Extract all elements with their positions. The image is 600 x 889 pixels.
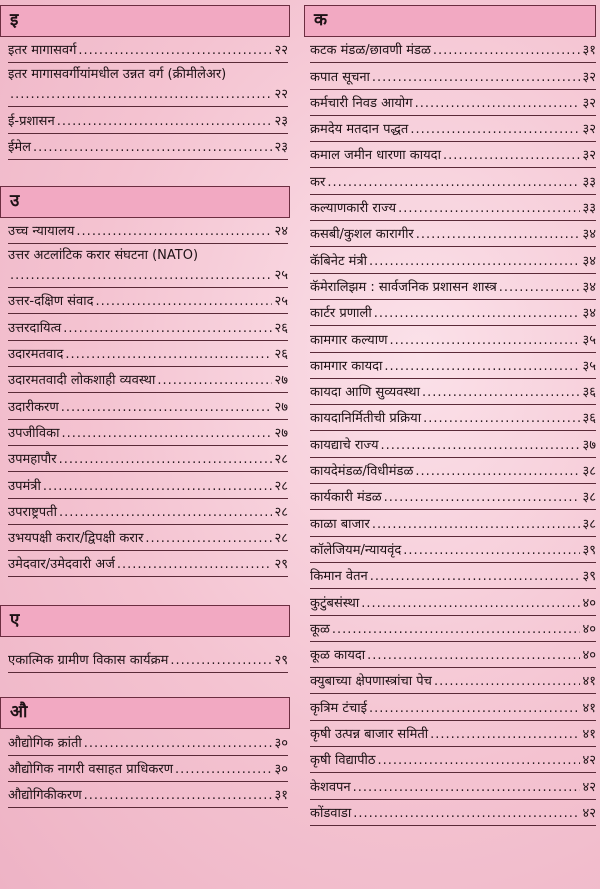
index-entry[interactable] [310, 37, 596, 63]
entry-term: काळा बाजार [310, 516, 370, 532]
entry-term: क्युबाच्या क्षेपणास्त्रांचा पेच [310, 674, 432, 690]
index-entry[interactable] [8, 525, 288, 551]
entry-page: ४१ [582, 674, 596, 690]
leader-dots [434, 674, 581, 690]
entry-term: कसबी/कुशल कारागीर [310, 227, 414, 243]
leader-dots [175, 762, 272, 778]
index-entry[interactable] [310, 800, 596, 826]
leader-dots [61, 400, 273, 416]
entry-page: ३१ [274, 788, 288, 804]
index-entry[interactable] [310, 353, 596, 379]
entry-term: कपात सूचना [310, 69, 370, 85]
entry-term: कुटुंबसंस्था [310, 595, 360, 611]
entry-page: २६ [274, 347, 288, 363]
leader-dots [332, 622, 581, 638]
section-letter: उ [10, 190, 20, 211]
entry-term: कोंडवाडा [310, 805, 352, 821]
entry-page: २८ [274, 531, 288, 547]
leader-dots [384, 359, 580, 375]
entry-term: कायदेमंडळ/विधीमंडळ [310, 464, 414, 480]
leader-dots [398, 201, 580, 217]
index-entry[interactable] [310, 537, 596, 563]
index-entry[interactable] [310, 694, 596, 720]
section-entries-u [0, 218, 292, 578]
index-entry[interactable] [8, 107, 288, 133]
index-entry[interactable] [8, 63, 288, 107]
leader-dots [63, 321, 272, 337]
leader-dots [59, 505, 273, 521]
leader-dots [377, 753, 580, 769]
leader-dots [353, 780, 581, 796]
entry-term: कार्यकारी मंडळ [310, 490, 382, 506]
entry-term: उदारमतवाद [8, 347, 64, 363]
entry-page: २५ [274, 268, 288, 284]
index-entry[interactable] [8, 499, 288, 525]
leader-dots [59, 452, 273, 468]
leader-dots [403, 543, 580, 559]
index-entry[interactable] [8, 756, 288, 782]
leader-dots [370, 569, 581, 585]
entry-page: ३८ [582, 464, 596, 480]
entry-term: कटक मंडळ/छावणी मंडळ [310, 43, 431, 59]
entry-term: कामगार कायदा [310, 358, 383, 374]
index-entry[interactable] [8, 729, 288, 755]
entry-term: केशवपन [310, 779, 351, 795]
leader-dots [76, 224, 272, 240]
index-entry[interactable] [8, 472, 288, 498]
index-entry[interactable] [8, 134, 288, 160]
entry-term: कृत्रिम टंचाई [310, 700, 367, 716]
index-entry[interactable] [8, 341, 288, 367]
index-entry[interactable] [310, 484, 596, 510]
section-entries-ka [304, 37, 600, 826]
section-header-e [0, 605, 290, 637]
entry-term: उत्तरदायित्व [8, 320, 62, 336]
index-entry[interactable] [310, 195, 596, 221]
index-entry[interactable] [310, 405, 596, 431]
leader-dots [374, 306, 581, 322]
leader-dots [499, 280, 581, 296]
section-header-u [0, 186, 290, 218]
leader-dots [443, 148, 581, 164]
entry-term: उपमंत्री [8, 478, 41, 494]
entry-page: २९ [274, 557, 288, 573]
index-entry[interactable] [310, 510, 596, 536]
leader-dots [327, 175, 580, 191]
entry-page: ३५ [582, 332, 596, 348]
entry-page: ३४ [582, 279, 596, 295]
entry-term: क्रमदेय मतदान पद्धत [310, 122, 409, 138]
index-entry[interactable] [310, 326, 596, 352]
leader-dots [84, 788, 273, 804]
index-entry[interactable] [310, 747, 596, 773]
entry-term: उदारीकरण [8, 399, 59, 415]
entry-page: २६ [274, 320, 288, 336]
leader-dots [84, 736, 273, 752]
entry-page: ३२ [582, 95, 596, 111]
index-entry[interactable] [310, 721, 596, 747]
index-entry[interactable] [8, 37, 288, 63]
entry-term: औद्योगिकीकरण [8, 788, 82, 804]
index-entry[interactable] [310, 668, 596, 694]
leader-dots [369, 254, 580, 270]
leader-dots [422, 385, 581, 401]
index-entry[interactable] [310, 221, 596, 247]
entry-page: ३७ [582, 437, 596, 453]
leader-dots [10, 268, 272, 284]
entry-term: औद्योगिक क्रांती [8, 735, 82, 751]
entry-page: २८ [274, 478, 288, 494]
entry-term: कल्याणकारी राज्य [310, 201, 397, 217]
entry-page: ३२ [582, 122, 596, 138]
entry-page: ४१ [582, 727, 596, 743]
leader-dots [384, 490, 581, 506]
entry-page: ३४ [582, 306, 596, 322]
entry-page: ३३ [582, 201, 596, 217]
index-entry[interactable] [310, 431, 596, 457]
leader-dots [390, 333, 581, 349]
entry-term: इतर मागासवर्गीयांमधील उन्नत वर्ग (क्रीमीलेअर) [8, 67, 227, 83]
leader-dots [369, 701, 580, 717]
entry-page: ३४ [582, 227, 596, 243]
index-entry[interactable] [310, 247, 596, 273]
entry-page: ३३ [582, 174, 596, 190]
leader-dots [372, 517, 581, 533]
entry-page: २९ [274, 653, 288, 669]
entry-term: कमाल जमीन धारणा कायदा [310, 148, 441, 164]
entry-page: २८ [274, 504, 288, 520]
entry-term: कृषी उत्पन्न बाजार समिती [310, 727, 429, 743]
entry-term: कर्मचारी निवड आयोग [310, 95, 413, 111]
leader-dots [33, 140, 272, 156]
left-column [0, 0, 292, 808]
index-entry[interactable] [310, 90, 596, 116]
entry-page: ४० [582, 595, 596, 611]
section-letter: ए [10, 610, 20, 631]
index-entry[interactable] [310, 379, 596, 405]
index-entry[interactable] [8, 782, 288, 808]
entry-term: कायदानिर्मितीची प्रक्रिया [310, 411, 422, 427]
entry-page: २८ [274, 452, 288, 468]
leader-dots [433, 43, 581, 59]
entry-page: ३९ [582, 569, 596, 585]
entry-page: ४२ [582, 805, 596, 821]
index-entry[interactable] [8, 637, 288, 673]
section-letter: इ [10, 10, 19, 30]
leader-dots [415, 96, 581, 112]
entry-term: उदारमतवादी लोकशाही व्यवस्था [8, 373, 156, 389]
entry-page: २७ [274, 399, 288, 415]
entry-term: किमान वेतन [310, 569, 368, 585]
leader-dots [78, 43, 272, 59]
leader-dots [57, 114, 273, 130]
entry-page: ३२ [582, 148, 596, 164]
entry-page: ४० [582, 621, 596, 637]
entry-term: एकात्मिक ग्रामीण विकास कार्यक्रम [8, 653, 169, 669]
entry-page: ३८ [582, 490, 596, 506]
right-column [304, 0, 600, 826]
entry-page: ४२ [582, 779, 596, 795]
entry-term: उपराष्ट्रपती [8, 504, 57, 520]
entry-page: ३२ [582, 69, 596, 85]
leader-dots [65, 347, 272, 363]
entry-page: २३ [274, 139, 288, 155]
entry-page: २२ [274, 87, 288, 103]
entry-term: कूळ कायदा [310, 648, 366, 664]
index-entry[interactable] [8, 367, 288, 393]
entry-page: ३६ [582, 385, 596, 401]
entry-term: कूळ [310, 621, 330, 637]
leader-dots [381, 438, 581, 454]
entry-page: ४२ [582, 753, 596, 769]
index-entry[interactable] [8, 551, 288, 577]
leader-dots [10, 87, 272, 103]
leader-dots [415, 464, 580, 480]
section-header-i [0, 5, 290, 37]
index-entry[interactable] [8, 244, 288, 288]
entry-page: ३८ [582, 516, 596, 532]
leader-dots [367, 648, 580, 664]
leader-dots [410, 122, 580, 138]
entry-term: उच्च न्यायालय [8, 224, 75, 240]
index-entry[interactable] [310, 168, 596, 194]
index-entry[interactable] [310, 773, 596, 799]
entry-term: कार्टर प्रणाली [310, 306, 372, 322]
leader-dots [61, 426, 272, 442]
index-entry[interactable] [310, 642, 596, 668]
entry-page: २७ [274, 425, 288, 441]
entry-page: २७ [274, 373, 288, 389]
leader-dots [361, 596, 580, 612]
entry-term: कॅबिनेट मंत्री [310, 253, 367, 269]
leader-dots [423, 411, 580, 427]
entry-term: उत्तर-दक्षिण संवाद [8, 294, 94, 310]
section-header-au [0, 697, 290, 729]
entry-page: ३५ [582, 358, 596, 374]
entry-term: कर [310, 174, 326, 190]
entry-term: कॉलेजियम/न्यायवृंद [310, 542, 402, 558]
index-entry[interactable] [8, 288, 288, 314]
entry-page: ३० [274, 735, 288, 751]
leader-dots [372, 70, 581, 86]
entry-term: ई-प्रशासन [8, 113, 55, 129]
entry-term: इतर मागासवर्ग [8, 43, 77, 59]
index-entry[interactable] [310, 458, 596, 484]
index-entry[interactable] [8, 314, 288, 340]
leader-dots [117, 557, 273, 573]
entry-page: ३४ [582, 253, 596, 269]
entry-term: औद्योगिक नागरी वसाहत प्राधिकरण [8, 762, 174, 778]
entry-term: उभयपक्षी करार/द्विपक्षी करार [8, 531, 144, 547]
leader-dots [145, 531, 272, 547]
entry-term: कायदा आणि सुव्यवस्था [310, 385, 420, 401]
leader-dots [43, 479, 273, 495]
section-letter: क [314, 10, 328, 30]
leader-dots [416, 227, 581, 243]
entry-page: ३९ [582, 542, 596, 558]
index-entry[interactable] [310, 63, 596, 89]
section-header-ka [304, 5, 596, 37]
leader-dots [430, 727, 580, 743]
section-entries-au [0, 729, 292, 808]
leader-dots [170, 653, 272, 669]
entry-term: कायद्याचे राज्य [310, 437, 379, 453]
index-entry[interactable] [310, 616, 596, 642]
entry-term: कृषी विद्यापीठ [310, 753, 376, 769]
section-letter: औ [10, 702, 28, 723]
entry-page: २५ [274, 294, 288, 310]
section-entries-e [0, 637, 292, 673]
entry-page: ४१ [582, 700, 596, 716]
entry-term: उत्तर अटलांटिक करार संघटना (NATO) [8, 248, 199, 264]
index-entry[interactable] [310, 300, 596, 326]
leader-dots [96, 294, 273, 310]
entry-page: ३६ [582, 411, 596, 427]
entry-term: ईमेल [8, 139, 31, 155]
index-entry[interactable] [8, 218, 288, 244]
entry-term: उपजीविका [8, 425, 60, 441]
entry-term: कॅमेरालिझम : सार्वजनिक प्रशासन शास्त्र [310, 279, 497, 295]
leader-dots [353, 806, 580, 822]
index-entry[interactable] [310, 142, 596, 168]
index-entry[interactable] [8, 420, 288, 446]
entry-page: ३१ [582, 43, 596, 59]
entry-term: उपमहापौर [8, 452, 57, 468]
leader-dots [157, 373, 272, 389]
index-entry[interactable] [310, 589, 596, 615]
index-entry[interactable] [310, 274, 596, 300]
entry-page: ३० [274, 762, 288, 778]
index-entry[interactable] [310, 563, 596, 589]
entry-page: २३ [274, 113, 288, 129]
index-entry[interactable] [310, 116, 596, 142]
section-entries-i [0, 37, 292, 160]
entry-page: २२ [274, 43, 288, 59]
entry-term: उमेदवार/उमेदवारी अर्ज [8, 557, 115, 573]
index-entry[interactable] [8, 393, 288, 419]
entry-term: कामगार कल्याण [310, 332, 388, 348]
entry-page: ४० [582, 648, 596, 664]
index-entry[interactable] [8, 446, 288, 472]
entry-page: २४ [274, 224, 288, 240]
